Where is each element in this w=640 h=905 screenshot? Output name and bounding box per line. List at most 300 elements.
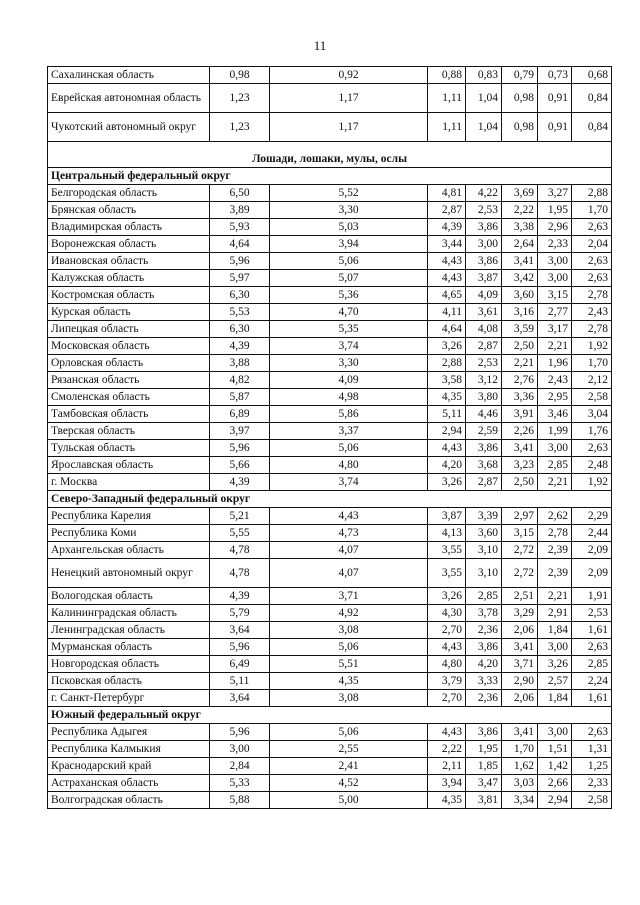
value-cell: 3,34 bbox=[502, 792, 538, 809]
value-cell: 2,64 bbox=[502, 236, 538, 253]
value-cell: 2,50 bbox=[502, 474, 538, 491]
table-row bbox=[48, 67, 612, 84]
value-cell: 2,95 bbox=[538, 389, 572, 406]
value-cell: 0,98 bbox=[502, 113, 538, 142]
value-cell: 1,23 bbox=[210, 84, 270, 113]
value-cell: 3,44 bbox=[428, 236, 466, 253]
value-cell: 3,00 bbox=[210, 741, 270, 758]
value-cell: 3,26 bbox=[428, 338, 466, 355]
value-cell: 3,47 bbox=[466, 775, 502, 792]
value-cell: 1,04 bbox=[466, 84, 502, 113]
value-cell: 2,33 bbox=[572, 775, 612, 792]
value-cell: 2,91 bbox=[538, 605, 572, 622]
value-cell: 4,70 bbox=[270, 304, 428, 321]
value-cell: 4,39 bbox=[210, 474, 270, 491]
value-cell: 2,29 bbox=[572, 508, 612, 525]
value-cell: 3,86 bbox=[466, 440, 502, 457]
value-cell: 3,64 bbox=[210, 622, 270, 639]
value-cell: 3,23 bbox=[502, 457, 538, 474]
value-cell: 2,84 bbox=[210, 758, 270, 775]
value-cell: 5,97 bbox=[210, 270, 270, 287]
region-name: Тверская область bbox=[48, 423, 210, 440]
value-cell: 2,43 bbox=[572, 304, 612, 321]
district-row bbox=[48, 168, 612, 185]
value-cell: 3,71 bbox=[502, 656, 538, 673]
value-cell: 4,43 bbox=[428, 253, 466, 270]
animal-group-row bbox=[48, 152, 612, 168]
region-name: Брянская область bbox=[48, 202, 210, 219]
value-cell: 2,94 bbox=[428, 423, 466, 440]
value-cell: 2,63 bbox=[572, 639, 612, 656]
district-row bbox=[48, 491, 612, 508]
value-cell: 3,60 bbox=[502, 287, 538, 304]
region-name: Республика Калмыкия bbox=[48, 741, 210, 758]
value-cell: 2,70 bbox=[428, 690, 466, 707]
value-cell: 4,73 bbox=[270, 525, 428, 542]
value-cell: 3,71 bbox=[270, 588, 428, 605]
value-cell: 5,07 bbox=[270, 270, 428, 287]
table-row bbox=[48, 253, 612, 270]
value-cell: 2,63 bbox=[572, 440, 612, 457]
table-row bbox=[48, 741, 612, 758]
value-cell: 2,88 bbox=[428, 355, 466, 372]
value-cell: 0,84 bbox=[572, 84, 612, 113]
value-cell: 5,86 bbox=[270, 406, 428, 423]
region-name: Республика Коми bbox=[48, 525, 210, 542]
value-cell: 2,53 bbox=[466, 202, 502, 219]
value-cell: 3,58 bbox=[428, 372, 466, 389]
value-cell: 6,50 bbox=[210, 185, 270, 202]
value-cell: 2,72 bbox=[502, 559, 538, 588]
region-name: Псковская область bbox=[48, 673, 210, 690]
value-cell: 5,00 bbox=[270, 792, 428, 809]
value-cell: 2,78 bbox=[572, 287, 612, 304]
value-cell: 3,00 bbox=[538, 270, 572, 287]
region-name: Архангельская область bbox=[48, 542, 210, 559]
table-row bbox=[48, 423, 612, 440]
value-cell: 2,24 bbox=[572, 673, 612, 690]
value-cell: 1,76 bbox=[572, 423, 612, 440]
value-cell: 4,07 bbox=[270, 542, 428, 559]
value-cell: 3,00 bbox=[466, 236, 502, 253]
value-cell: 0,92 bbox=[270, 67, 428, 84]
value-cell: 3,30 bbox=[270, 202, 428, 219]
value-cell: 4,43 bbox=[428, 639, 466, 656]
region-name: Мурманская область bbox=[48, 639, 210, 656]
value-cell: 4,82 bbox=[210, 372, 270, 389]
table-body bbox=[48, 67, 612, 809]
value-cell: 4,09 bbox=[466, 287, 502, 304]
value-cell: 2,72 bbox=[502, 542, 538, 559]
value-cell: 2,41 bbox=[270, 758, 428, 775]
value-cell: 4,35 bbox=[270, 673, 428, 690]
district-title: Центральный федеральный округ bbox=[48, 168, 612, 185]
value-cell: 4,43 bbox=[428, 724, 466, 741]
table-row bbox=[48, 406, 612, 423]
table-row bbox=[48, 321, 612, 338]
value-cell: 5,11 bbox=[428, 406, 466, 423]
value-cell: 2,21 bbox=[502, 355, 538, 372]
value-cell: 2,66 bbox=[538, 775, 572, 792]
value-cell: 1,17 bbox=[270, 84, 428, 113]
region-name: Калужская область bbox=[48, 270, 210, 287]
value-cell: 0,91 bbox=[538, 84, 572, 113]
table-row bbox=[48, 588, 612, 605]
region-name: Липецкая область bbox=[48, 321, 210, 338]
value-cell: 5,33 bbox=[210, 775, 270, 792]
table-row bbox=[48, 457, 612, 474]
value-cell: 2,88 bbox=[572, 185, 612, 202]
value-cell: 1,84 bbox=[538, 690, 572, 707]
table-row bbox=[48, 474, 612, 491]
value-cell: 1,84 bbox=[538, 622, 572, 639]
value-cell: 4,22 bbox=[466, 185, 502, 202]
table-row bbox=[48, 185, 612, 202]
value-cell: 3,41 bbox=[502, 724, 538, 741]
value-cell: 0,88 bbox=[428, 67, 466, 84]
value-cell: 2,09 bbox=[572, 559, 612, 588]
value-cell: 5,88 bbox=[210, 792, 270, 809]
value-cell: 3,81 bbox=[466, 792, 502, 809]
value-cell: 1,96 bbox=[538, 355, 572, 372]
value-cell: 1,95 bbox=[466, 741, 502, 758]
table-row bbox=[48, 84, 612, 113]
value-cell: 5,79 bbox=[210, 605, 270, 622]
value-cell: 3,41 bbox=[502, 440, 538, 457]
value-cell: 2,21 bbox=[538, 588, 572, 605]
value-cell: 1,61 bbox=[572, 622, 612, 639]
value-cell: 4,39 bbox=[428, 219, 466, 236]
region-name: г. Санкт-Петербург bbox=[48, 690, 210, 707]
value-cell: 5,52 bbox=[270, 185, 428, 202]
value-cell: 4,07 bbox=[270, 559, 428, 588]
value-cell: 3,00 bbox=[538, 639, 572, 656]
value-cell: 3,86 bbox=[466, 219, 502, 236]
region-name: Рязанская область bbox=[48, 372, 210, 389]
value-cell: 2,21 bbox=[538, 338, 572, 355]
value-cell: 3,91 bbox=[502, 406, 538, 423]
table-row bbox=[48, 792, 612, 809]
value-cell: 3,86 bbox=[466, 639, 502, 656]
district-title: Южный федеральный округ bbox=[48, 707, 612, 724]
region-name: Республика Карелия bbox=[48, 508, 210, 525]
value-cell: 4,78 bbox=[210, 542, 270, 559]
value-cell: 3,69 bbox=[502, 185, 538, 202]
value-cell: 3,29 bbox=[502, 605, 538, 622]
value-cell: 0,73 bbox=[538, 67, 572, 84]
table-row bbox=[48, 673, 612, 690]
value-cell: 1,99 bbox=[538, 423, 572, 440]
value-cell: 2,06 bbox=[502, 622, 538, 639]
value-cell: 5,35 bbox=[270, 321, 428, 338]
table-row bbox=[48, 622, 612, 639]
value-cell: 4,78 bbox=[210, 559, 270, 588]
value-cell: 3,00 bbox=[538, 253, 572, 270]
value-cell: 2,85 bbox=[538, 457, 572, 474]
value-cell: 4,39 bbox=[210, 588, 270, 605]
value-cell: 4,35 bbox=[428, 792, 466, 809]
region-name: Орловская область bbox=[48, 355, 210, 372]
value-cell: 6,30 bbox=[210, 287, 270, 304]
value-cell: 2,50 bbox=[502, 338, 538, 355]
value-cell: 3,46 bbox=[538, 406, 572, 423]
value-cell: 3,26 bbox=[428, 588, 466, 605]
region-name: Ленинградская область bbox=[48, 622, 210, 639]
value-cell: 2,58 bbox=[572, 389, 612, 406]
value-cell: 1,31 bbox=[572, 741, 612, 758]
value-cell: 3,86 bbox=[466, 253, 502, 270]
value-cell: 4,92 bbox=[270, 605, 428, 622]
value-cell: 6,30 bbox=[210, 321, 270, 338]
value-cell: 0,98 bbox=[210, 67, 270, 84]
table-row bbox=[48, 508, 612, 525]
value-cell: 1,17 bbox=[270, 113, 428, 142]
value-cell: 4,98 bbox=[270, 389, 428, 406]
table-row bbox=[48, 559, 612, 588]
value-cell: 3,41 bbox=[502, 253, 538, 270]
value-cell: 4,52 bbox=[270, 775, 428, 792]
value-cell: 4,46 bbox=[466, 406, 502, 423]
value-cell: 3,30 bbox=[270, 355, 428, 372]
value-cell: 3,87 bbox=[428, 508, 466, 525]
region-name: Костромская область bbox=[48, 287, 210, 304]
value-cell: 3,12 bbox=[466, 372, 502, 389]
value-cell: 3,42 bbox=[502, 270, 538, 287]
value-cell: 2,78 bbox=[538, 525, 572, 542]
value-cell: 1,11 bbox=[428, 113, 466, 142]
value-cell: 0,98 bbox=[502, 84, 538, 113]
district-row bbox=[48, 707, 612, 724]
table-row bbox=[48, 236, 612, 253]
value-cell: 5,93 bbox=[210, 219, 270, 236]
value-cell: 5,03 bbox=[270, 219, 428, 236]
table-row bbox=[48, 775, 612, 792]
region-name: Новгородская область bbox=[48, 656, 210, 673]
value-cell: 5,96 bbox=[210, 440, 270, 457]
value-cell: 3,38 bbox=[502, 219, 538, 236]
value-cell: 3,10 bbox=[466, 542, 502, 559]
value-cell: 3,80 bbox=[466, 389, 502, 406]
value-cell: 5,66 bbox=[210, 457, 270, 474]
value-cell: 4,08 bbox=[466, 321, 502, 338]
value-cell: 2,12 bbox=[572, 372, 612, 389]
value-cell: 3,74 bbox=[270, 474, 428, 491]
value-cell: 5,53 bbox=[210, 304, 270, 321]
table-row bbox=[48, 202, 612, 219]
value-cell: 2,11 bbox=[428, 758, 466, 775]
district-title: Северо-Западный федеральный округ bbox=[48, 491, 612, 508]
value-cell: 3,15 bbox=[538, 287, 572, 304]
value-cell: 5,36 bbox=[270, 287, 428, 304]
value-cell: 2,63 bbox=[572, 253, 612, 270]
value-cell: 4,30 bbox=[428, 605, 466, 622]
value-cell: 0,79 bbox=[502, 67, 538, 84]
value-cell: 1,04 bbox=[466, 113, 502, 142]
value-cell: 2,57 bbox=[538, 673, 572, 690]
value-cell: 2,85 bbox=[572, 656, 612, 673]
value-cell: 4,43 bbox=[428, 440, 466, 457]
value-cell: 0,91 bbox=[538, 113, 572, 142]
value-cell: 2,21 bbox=[538, 474, 572, 491]
value-cell: 3,59 bbox=[502, 321, 538, 338]
table-row bbox=[48, 542, 612, 559]
value-cell: 3,33 bbox=[466, 673, 502, 690]
table-row bbox=[48, 287, 612, 304]
table-row bbox=[48, 656, 612, 673]
value-cell: 2,44 bbox=[572, 525, 612, 542]
value-cell: 3,08 bbox=[270, 622, 428, 639]
table-row bbox=[48, 525, 612, 542]
value-cell: 3,00 bbox=[538, 724, 572, 741]
value-cell: 0,68 bbox=[572, 67, 612, 84]
value-cell: 3,17 bbox=[538, 321, 572, 338]
spacer-cell bbox=[48, 142, 612, 153]
value-cell: 5,96 bbox=[210, 639, 270, 656]
value-cell: 3,36 bbox=[502, 389, 538, 406]
value-cell: 5,06 bbox=[270, 639, 428, 656]
value-cell: 2,09 bbox=[572, 542, 612, 559]
value-cell: 0,84 bbox=[572, 113, 612, 142]
region-name: Курская область bbox=[48, 304, 210, 321]
value-cell: 5,11 bbox=[210, 673, 270, 690]
table-row bbox=[48, 440, 612, 457]
value-cell: 3,89 bbox=[210, 202, 270, 219]
value-cell: 5,21 bbox=[210, 508, 270, 525]
value-cell: 1,70 bbox=[502, 741, 538, 758]
region-name: Ярославская область bbox=[48, 457, 210, 474]
value-cell: 2,87 bbox=[466, 474, 502, 491]
value-cell: 2,04 bbox=[572, 236, 612, 253]
value-cell: 5,51 bbox=[270, 656, 428, 673]
table-row bbox=[48, 219, 612, 236]
value-cell: 2,94 bbox=[538, 792, 572, 809]
region-name: Сахалинская область bbox=[48, 67, 210, 84]
value-cell: 2,87 bbox=[466, 338, 502, 355]
page-number: 11 bbox=[313, 38, 327, 53]
value-cell: 2,39 bbox=[538, 559, 572, 588]
value-cell: 2,55 bbox=[270, 741, 428, 758]
value-cell: 5,06 bbox=[270, 440, 428, 457]
value-cell: 1,85 bbox=[466, 758, 502, 775]
value-cell: 2,48 bbox=[572, 457, 612, 474]
value-cell: 3,08 bbox=[270, 690, 428, 707]
value-cell: 3,94 bbox=[270, 236, 428, 253]
table-row bbox=[48, 113, 612, 142]
value-cell: 2,39 bbox=[538, 542, 572, 559]
table-row bbox=[48, 758, 612, 775]
value-cell: 3,86 bbox=[466, 724, 502, 741]
value-cell: 4,35 bbox=[428, 389, 466, 406]
value-cell: 1,42 bbox=[538, 758, 572, 775]
value-cell: 6,49 bbox=[210, 656, 270, 673]
value-cell: 2,62 bbox=[538, 508, 572, 525]
value-cell: 2,36 bbox=[466, 622, 502, 639]
value-cell: 2,76 bbox=[502, 372, 538, 389]
value-cell: 4,09 bbox=[270, 372, 428, 389]
region-name: Волгоградская область bbox=[48, 792, 210, 809]
value-cell: 3,60 bbox=[466, 525, 502, 542]
value-cell: 2,51 bbox=[502, 588, 538, 605]
value-cell: 3,04 bbox=[572, 406, 612, 423]
value-cell: 1,92 bbox=[572, 338, 612, 355]
value-cell: 4,64 bbox=[210, 236, 270, 253]
value-cell: 2,97 bbox=[502, 508, 538, 525]
value-cell: 2,85 bbox=[466, 588, 502, 605]
region-name: Калининградская область bbox=[48, 605, 210, 622]
value-cell: 3,37 bbox=[270, 423, 428, 440]
value-cell: 2,90 bbox=[502, 673, 538, 690]
value-cell: 1,61 bbox=[572, 690, 612, 707]
table-row bbox=[48, 355, 612, 372]
animal-group-title: Лошади, лошаки, мулы, ослы bbox=[48, 152, 612, 168]
value-cell: 1,70 bbox=[572, 202, 612, 219]
value-cell: 4,20 bbox=[428, 457, 466, 474]
value-cell: 3,26 bbox=[538, 656, 572, 673]
region-name: Тамбовская область bbox=[48, 406, 210, 423]
table-row bbox=[48, 639, 612, 656]
value-cell: 2,63 bbox=[572, 270, 612, 287]
region-name: Краснодарский край bbox=[48, 758, 210, 775]
value-cell: 1,92 bbox=[572, 474, 612, 491]
value-cell: 3,78 bbox=[466, 605, 502, 622]
table-row bbox=[48, 690, 612, 707]
value-cell: 5,87 bbox=[210, 389, 270, 406]
value-cell: 5,96 bbox=[210, 253, 270, 270]
table-row bbox=[48, 389, 612, 406]
region-name: Владимирская область bbox=[48, 219, 210, 236]
value-cell: 4,11 bbox=[428, 304, 466, 321]
region-name: Республика Адыгея bbox=[48, 724, 210, 741]
value-cell: 4,20 bbox=[466, 656, 502, 673]
value-cell: 2,58 bbox=[572, 792, 612, 809]
table-row bbox=[48, 270, 612, 287]
value-cell: 2,06 bbox=[502, 690, 538, 707]
spacer-row bbox=[48, 142, 612, 153]
value-cell: 4,13 bbox=[428, 525, 466, 542]
region-name: Еврейская автономная область bbox=[48, 84, 210, 113]
value-cell: 3,88 bbox=[210, 355, 270, 372]
value-cell: 3,74 bbox=[270, 338, 428, 355]
region-name: Смоленская область bbox=[48, 389, 210, 406]
value-cell: 4,39 bbox=[210, 338, 270, 355]
value-cell: 3,26 bbox=[428, 474, 466, 491]
value-cell: 4,64 bbox=[428, 321, 466, 338]
value-cell: 4,81 bbox=[428, 185, 466, 202]
value-cell: 5,96 bbox=[210, 724, 270, 741]
value-cell: 1,62 bbox=[502, 758, 538, 775]
value-cell: 5,06 bbox=[270, 724, 428, 741]
region-name: Воронежская область bbox=[48, 236, 210, 253]
value-cell: 1,51 bbox=[538, 741, 572, 758]
value-cell: 0,83 bbox=[466, 67, 502, 84]
value-cell: 3,97 bbox=[210, 423, 270, 440]
value-cell: 1,23 bbox=[210, 113, 270, 142]
value-cell: 3,94 bbox=[428, 775, 466, 792]
value-cell: 4,80 bbox=[428, 656, 466, 673]
value-cell: 2,63 bbox=[572, 219, 612, 236]
value-cell: 2,59 bbox=[466, 423, 502, 440]
value-cell: 3,55 bbox=[428, 559, 466, 588]
value-cell: 2,43 bbox=[538, 372, 572, 389]
value-cell: 3,16 bbox=[502, 304, 538, 321]
value-cell: 3,55 bbox=[428, 542, 466, 559]
value-cell: 2,33 bbox=[538, 236, 572, 253]
value-cell: 1,91 bbox=[572, 588, 612, 605]
table-row bbox=[48, 304, 612, 321]
table-row bbox=[48, 338, 612, 355]
region-name: г. Москва bbox=[48, 474, 210, 491]
value-cell: 2,77 bbox=[538, 304, 572, 321]
